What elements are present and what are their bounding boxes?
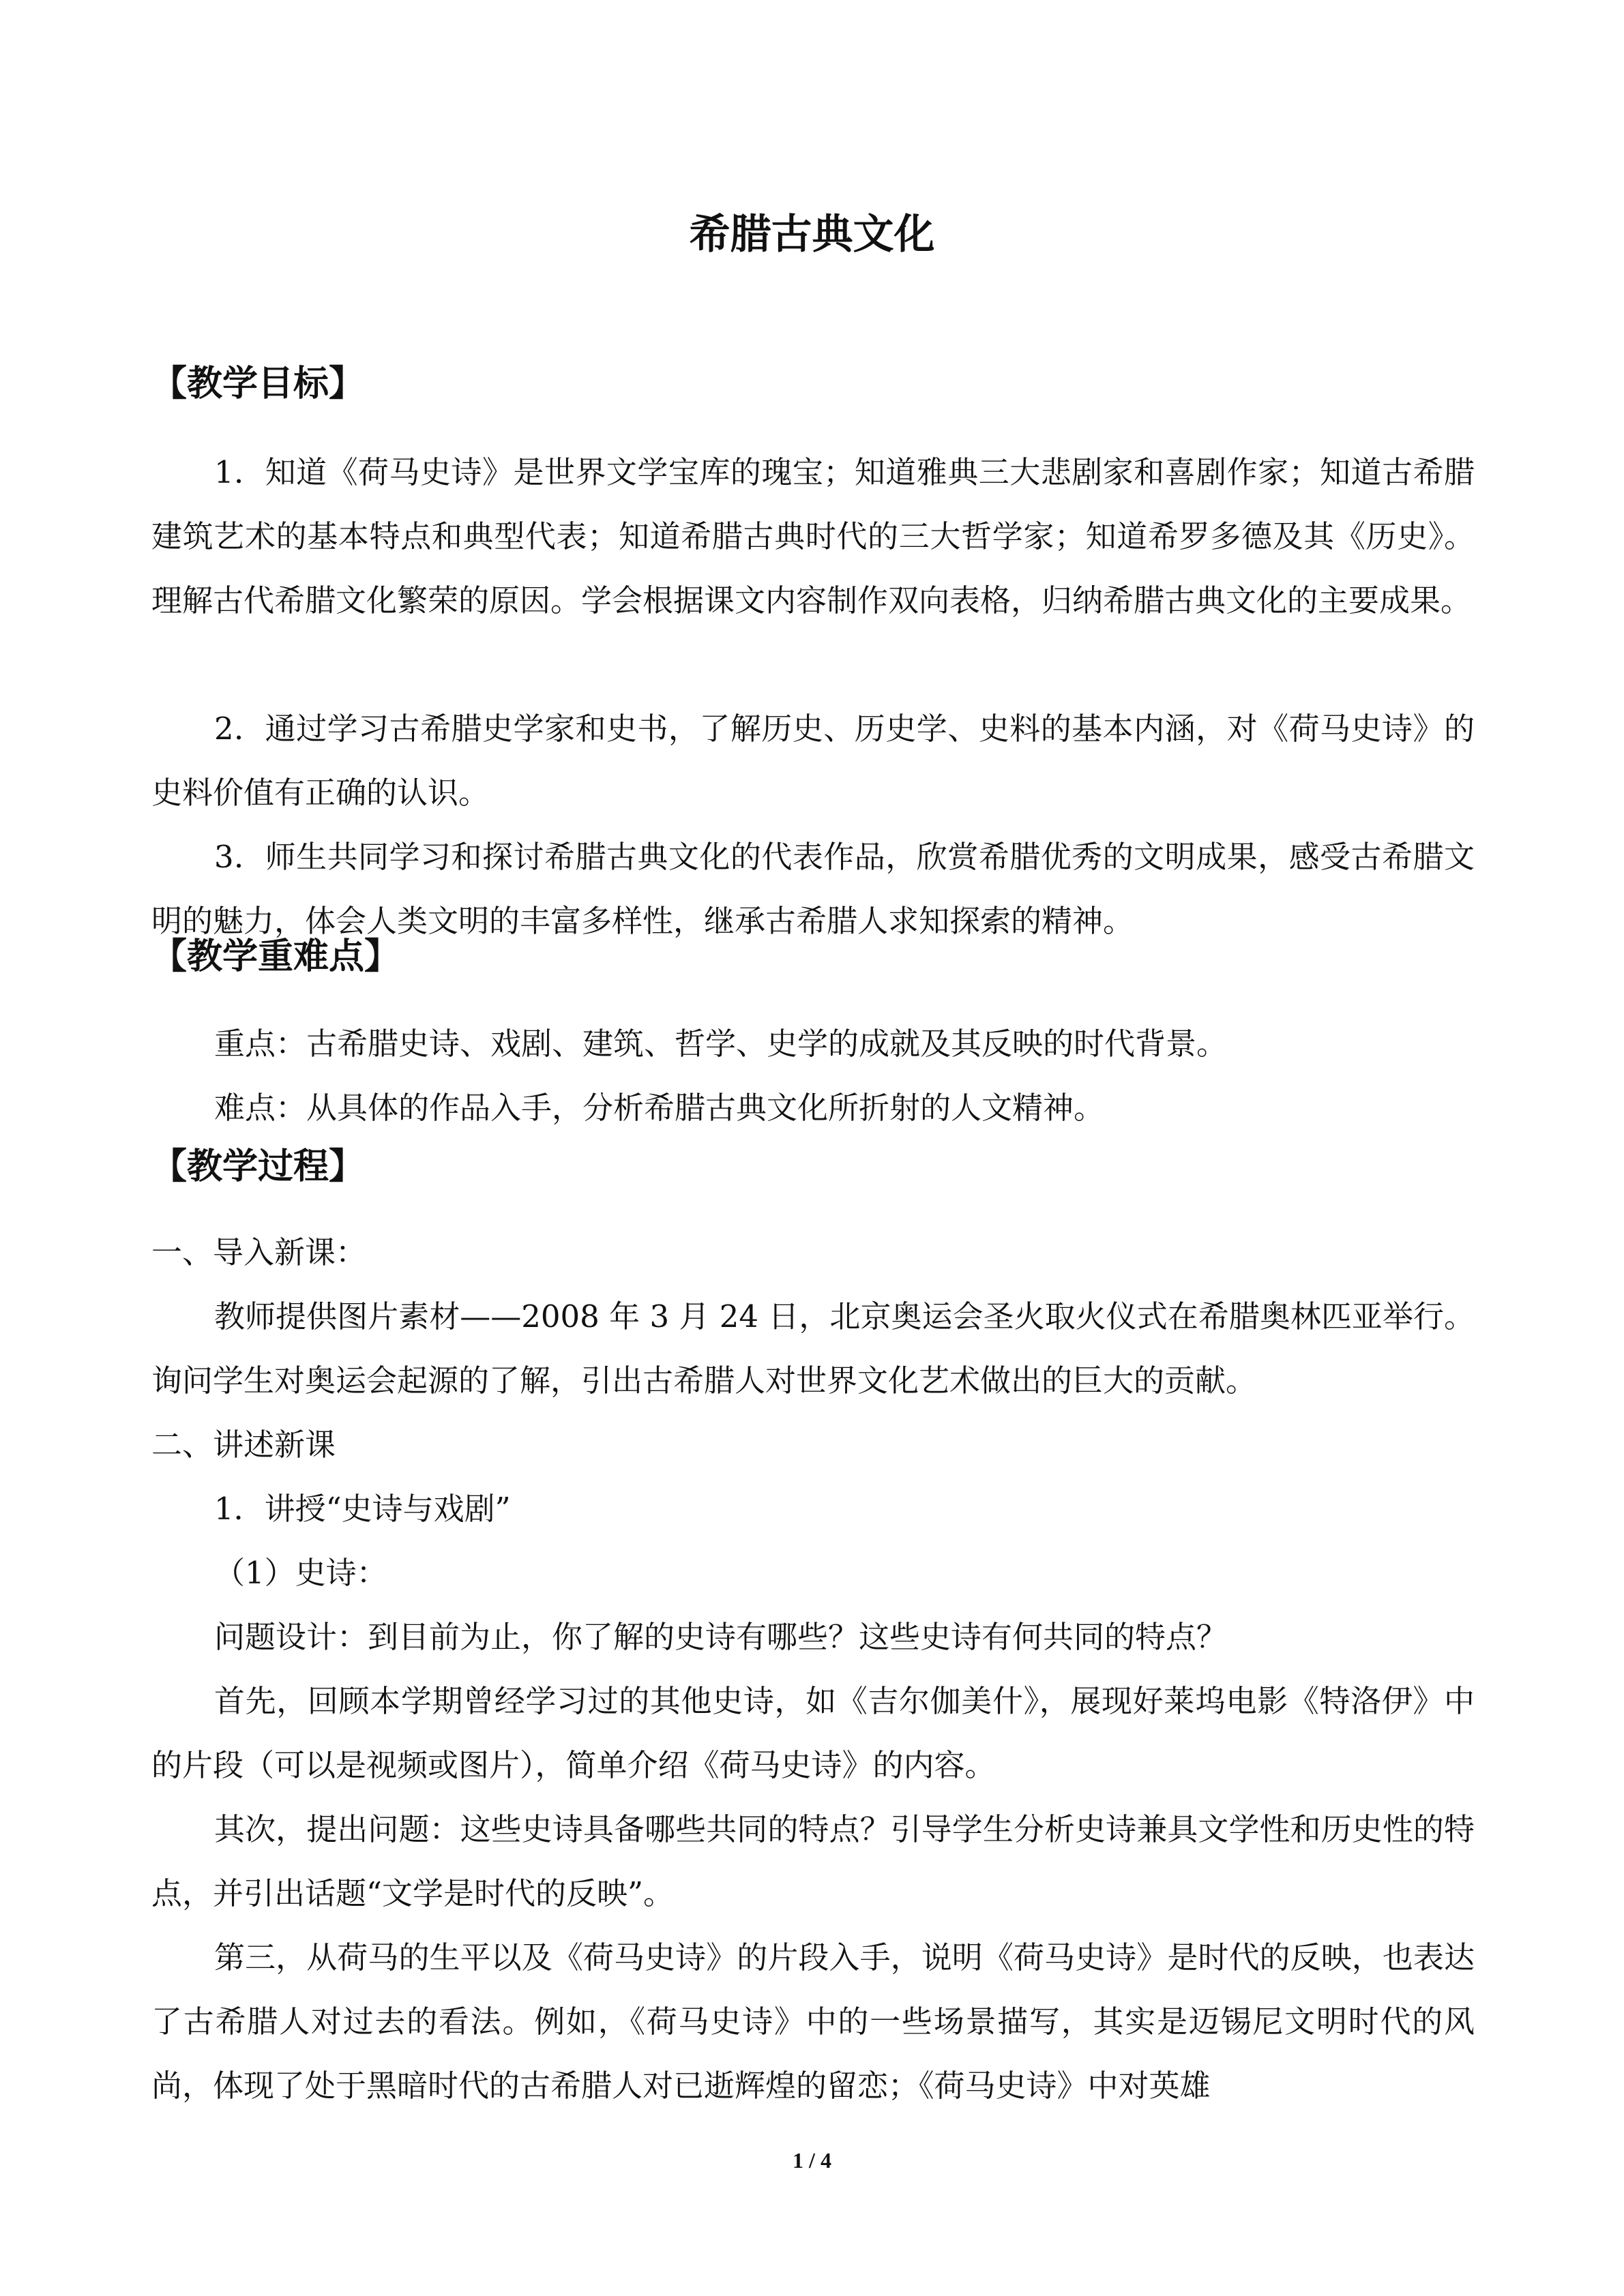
section-heading-process: 【教学过程】 <box>151 1146 365 1187</box>
process-question: 问题设计：到目前为止，你了解的史诗有哪些？这些史诗有何共同的特点？ <box>214 1619 1228 1655</box>
key-point-difficulty: 难点：从具体的作品入手，分析希腊古典文化所折射的人文精神。 <box>214 1090 1105 1126</box>
process-second: 其次，提出问题：这些史诗具备哪些共同的特点？引导学生分析史诗兼具文学性和历史性的特点，并引出话题“文学是时代的反映”。 <box>151 1811 1475 1911</box>
page-number: 1 / 4 <box>793 2148 831 2173</box>
objective-item-3: 3．师生共同学习和探讨希腊古典文化的代表作品，欣赏希腊优秀的文明成果，感受古希腊文明的魅力，体会人类文明的丰富多样性，继承古希腊人求知探索的精神。 <box>151 839 1475 939</box>
process-part1-text: 教师提供图片素材——2008 年 3 月 24 日，北京奥运会圣火取火仪式在希腊奥林匹亚举行。询问学生对奥运会起源的了解，引出古希腊人对世界文化艺术做出的巨大的贡献。 <box>151 1298 1475 1399</box>
process-subsection-1: 1．讲授“史诗与戏剧” <box>214 1491 511 1527</box>
objective-item-1: 1．知道《荷马史诗》是世界文学宝库的瑰宝；知道雅典三大悲剧家和喜剧作家；知道古希腊建筑艺术的基本特点和典型代表；知道希腊古典时代的三大哲学家；知道希罗多德及其《历史》。理解古代希腊文化繁荣的原因。学会根据课文内容制作双向表格，归纳希腊古典文化的主要成果。 <box>151 454 1475 618</box>
key-point-focus: 重点：古希腊史诗、戏剧、建筑、哲学、史学的成就及其反映的时代背景。 <box>214 1026 1228 1062</box>
process-subsection-1-1: （1）史诗： <box>214 1555 387 1591</box>
process-third: 第三，从荷马的生平以及《荷马史诗》的片段入手，说明《荷马史诗》是时代的反映，也表达了古希腊人对过去的看法。例如，《荷马史诗》中的一些场景描写，其实是迈锡尼文明时代的风尚，体现了处于黑暗时代的古希腊人对已逝辉煌的留恋；《荷马史诗》中对英雄 <box>151 1939 1475 2104</box>
process-first: 首先，回顾本学期曾经学习过的其他史诗，如《吉尔伽美什》，展现好莱坞电影《特洛伊》中的片段（可以是视频或图片），简单介绍《荷马史诗》的内容。 <box>151 1683 1475 1783</box>
document-title: 希腊古典文化 <box>689 211 935 258</box>
section-heading-key-points: 【教学重难点】 <box>151 936 400 977</box>
objective-item-2: 2．通过学习古希腊史学家和史书，了解历史、历史学、史料的基本内涵，对《荷马史诗》的史料价值有正确的认识。 <box>151 711 1475 811</box>
process-part2-title: 二、讲述新课 <box>151 1427 336 1463</box>
process-part1-title: 一、导入新课： <box>151 1234 367 1270</box>
section-heading-objectives: 【教学目标】 <box>151 363 365 404</box>
